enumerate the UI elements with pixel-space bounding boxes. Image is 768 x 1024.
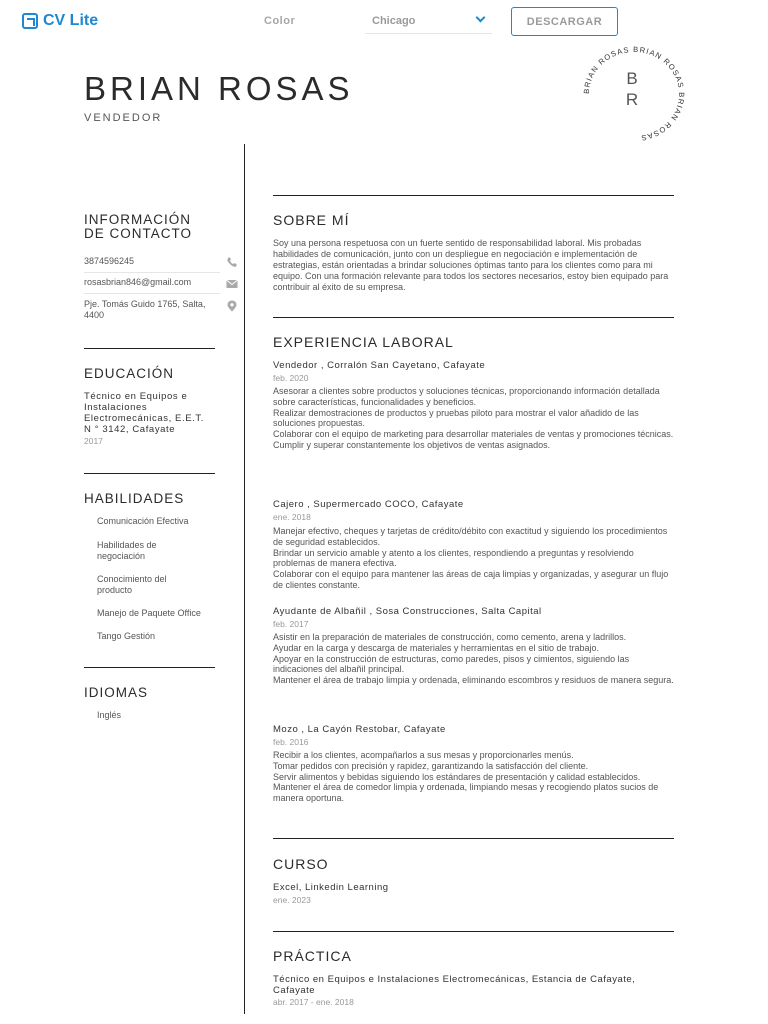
skill-item: Tango Gestión <box>97 631 156 641</box>
location-pin-icon <box>226 300 238 312</box>
job-bullet: Cumplir y superar constantemente los objetivos de ventas asignados. <box>273 439 551 450</box>
job-bullet: Mantener el área de trabajo limpia y ordenada, eliminando escombros y residuos de manera segura. <box>273 675 674 686</box>
practice-name: Técnico en Equipos e Instalaciones Electromecánicas, Estancia de Cafayate, Cafayate <box>273 974 636 996</box>
monogram-ring-text: BRIAN ROSAS BRIAN ROSAS BRIAN ROSAS <box>581 44 687 143</box>
resume-role: VENDEDOR <box>84 112 163 124</box>
job-description <box>273 526 675 591</box>
language-item: Inglés <box>97 710 122 720</box>
skill-item: Comunicación Efectiva <box>97 516 189 526</box>
job-bullet: Servir alimentos y bebidas siguiendo los estándares de presentación y calidad establecidos. <box>273 771 641 782</box>
contact-address <box>84 299 239 321</box>
job-description <box>273 632 675 686</box>
monogram-letter-bottom: R <box>625 90 639 109</box>
job-date: feb. 2016 <box>273 737 309 747</box>
job-description <box>273 386 675 451</box>
education-date: 2017 <box>84 436 103 446</box>
job-bullet: Manejar efectivo, cheques y tarjetas de crédito/débito con exactitud y siguiendo los procedimientos de seguridad establecidos. <box>273 526 668 547</box>
template-select-value: Chicago <box>372 15 416 27</box>
phone-text: 3874596245 <box>84 256 135 266</box>
email-text: rosasbrian846@gmail.com <box>84 277 192 287</box>
job-bullet: Mantener el área de comedor limpia y ordenada, limpiando mesas y recogiendo platos sucios de manera oportuna. <box>273 782 659 804</box>
course-name: Excel, Linkedin Learning <box>273 882 389 893</box>
section-rule <box>273 838 674 839</box>
job-bullet: Asesorar a clientes sobre productos y soluciones técnicas, proporcionando información detallada sobre características, funcionalidades y beneficios. <box>273 386 660 407</box>
app-logo-text: CV Lite <box>43 12 99 29</box>
job-bullet: Realizar demostraciones de productos y pruebas piloto para mostrar el valor añadido de las soluciones propuestas. <box>273 407 639 429</box>
contact-title-line2: DE CONTACTO <box>84 226 193 241</box>
monogram-letter-top: B <box>626 69 638 88</box>
job-bullet: Apoyar en la construcción de estructuras, como paredes, pisos y cimientos, siguiendo las indicaciones del albañil principal. <box>273 653 630 675</box>
job-title: Ayudante de Albañil , Sosa Construcciones, Salta Capital <box>273 606 542 617</box>
section-rule <box>273 931 674 932</box>
section-rule <box>84 348 215 349</box>
job-date: feb. 2017 <box>273 619 309 629</box>
job-title: Vendedor , Corralón San Cayetano, Cafayate <box>273 360 486 371</box>
job-bullet: Tomar pedidos con precisión y rapidez, garantizando la satisfacción del cliente. <box>273 760 589 771</box>
address-text: Pje. Tomás Guido 1765, Salta, 4400 <box>84 299 206 320</box>
job-description <box>273 750 675 804</box>
job-bullet: Recibir a los clientes, acompañarlos a sus mesas y proporcionarles menús. <box>273 750 574 760</box>
about-text: Soy una persona respetuosa con un fuerte sentido de responsabilidad laboral. Mis probadas habilidades de comunicación, junto con un despliegue en negociación e implementación de estrategias, están orientadas a brindar soluciones óptimas tanto para los clientes como para mi equipo. Con una formación relevante para todos los sectores necesarios, estoy bien equipado para contribuir al éxito de su empresa. <box>273 238 669 292</box>
mail-icon <box>226 278 238 290</box>
chevron-down-icon <box>476 13 486 23</box>
skill-item: Conocimiento del producto <box>97 574 167 595</box>
template-select[interactable] <box>365 8 492 34</box>
section-rule <box>273 195 674 196</box>
job-bullet: Ayudar en la carga y descarga de materiales y herramientas en el sitio de trabajo. <box>273 642 600 653</box>
job-date: feb. 2020 <box>273 373 309 383</box>
contact-section-title <box>84 213 192 241</box>
color-picker[interactable]: Color <box>264 15 296 27</box>
section-rule <box>84 667 215 668</box>
cv-logo-icon <box>22 13 38 29</box>
section-rule <box>84 473 215 474</box>
languages-section-title: IDIOMAS <box>84 685 149 700</box>
job-title: Cajero , Supermercado COCO, Cafayate <box>273 499 464 510</box>
about-section-title: SOBRE MÍ <box>273 212 350 228</box>
job-bullet: Colaborar con el equipo de marketing para desarrollar materiales de ventas y promociones técnicas. <box>273 429 674 440</box>
education-section-title: EDUCACIÓN <box>84 366 175 381</box>
job-bullet: Colaborar con el equipo para mantener las áreas de caja limpias y organizadas, y asegurar un flujo de clientes constante. <box>273 569 669 590</box>
job-bullet: Asistir en la preparación de materiales de construcción, como cemento, arena y ladrillos. <box>273 632 627 642</box>
contact-divider <box>84 293 220 294</box>
job-date: ene. 2018 <box>273 512 311 522</box>
job-bullet: Brindar un servicio amable y atento a los clientes, respondiendo a preguntas y resolviendo problemas de manera efectiva. <box>273 547 634 569</box>
practice-date: abr. 2017 - ene. 2018 <box>273 997 354 1007</box>
course-date: ene. 2023 <box>273 895 311 905</box>
job-title: Mozo , La Cayón Restobar, Cafayate <box>273 724 446 735</box>
contact-title-line1: INFORMACIÓN <box>84 212 191 227</box>
skills-section-title: HABILIDADES <box>84 491 185 506</box>
skill-item: Manejo de Paquete Office <box>97 608 201 618</box>
monogram-seal <box>577 44 687 144</box>
education-degree: Técnico en Equipos e Instalaciones Electromecánicas, E.E.T. N ° 3142, Cafayate <box>84 391 204 435</box>
practice-section-title: PRÁCTICA <box>273 948 352 964</box>
contact-email <box>84 277 239 288</box>
course-section-title: CURSO <box>273 856 329 872</box>
app-toolbar <box>0 0 768 44</box>
skill-item: Habilidades de negociación <box>97 540 157 561</box>
contact-phone <box>84 256 239 267</box>
phone-icon <box>226 256 238 268</box>
section-rule <box>273 317 674 318</box>
column-divider <box>244 144 245 1014</box>
app-logo[interactable] <box>22 12 98 30</box>
download-button[interactable]: DESCARGAR <box>511 7 618 36</box>
contact-divider <box>84 272 220 273</box>
experience-section-title: EXPERIENCIA LABORAL <box>273 334 454 350</box>
resume-name: BRIAN ROSAS <box>84 70 354 107</box>
